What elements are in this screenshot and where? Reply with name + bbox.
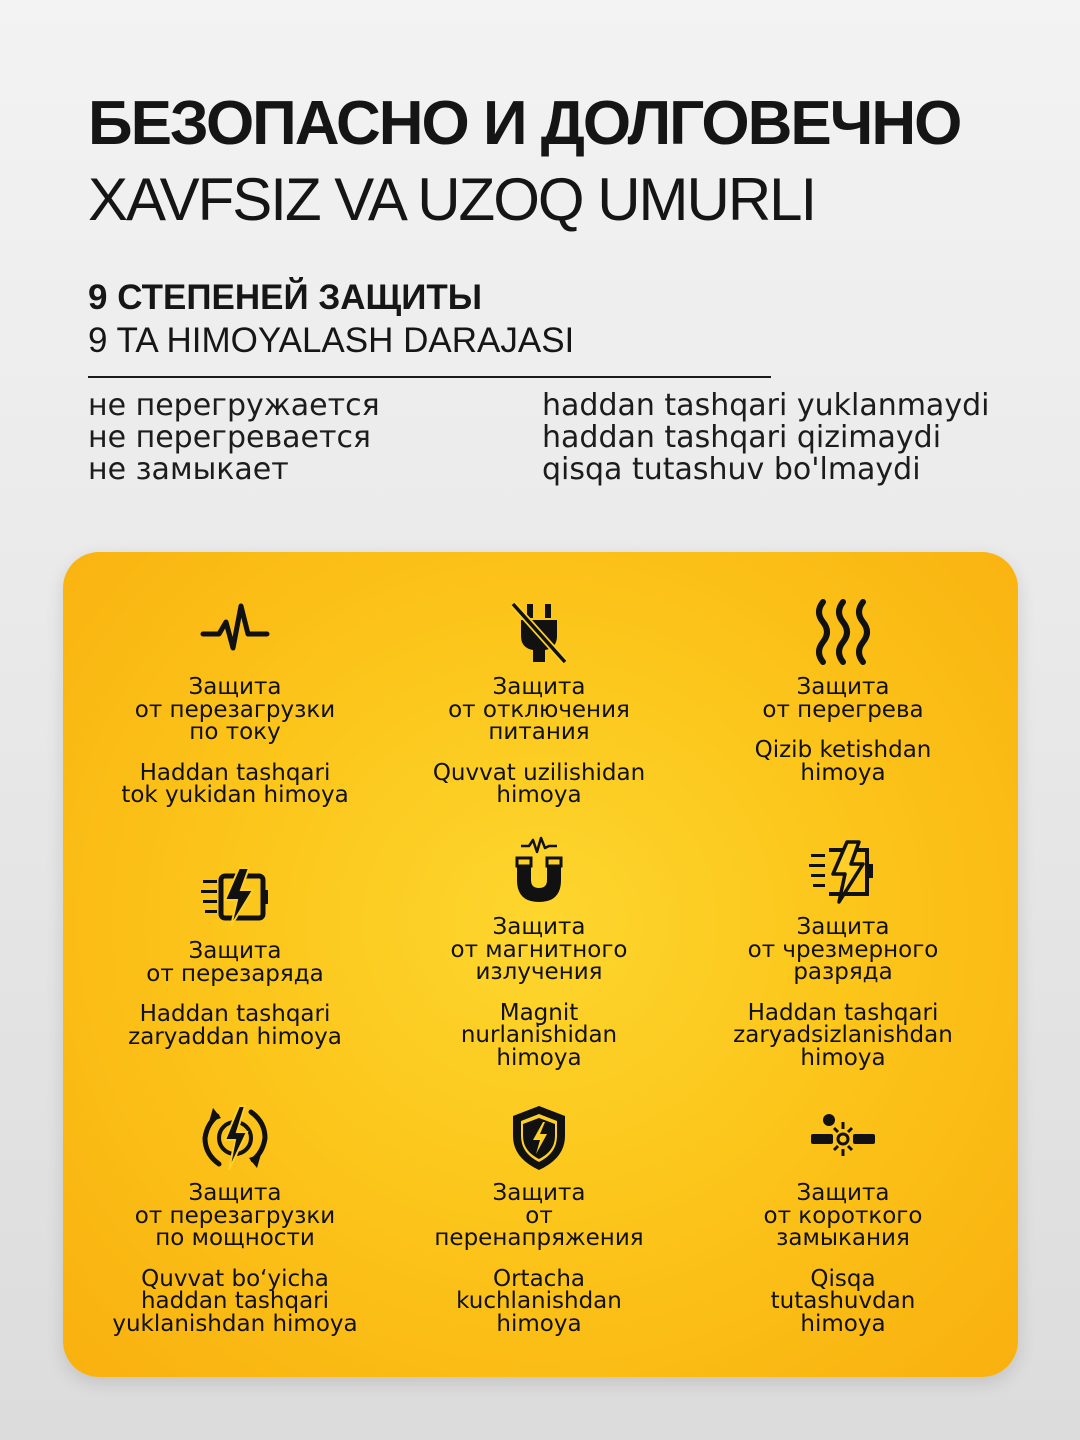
shield-bolt-icon <box>503 1102 575 1174</box>
features-ru <box>88 390 380 486</box>
protection-title-ru: Защита от перезагрузки по току <box>134 674 336 745</box>
protection-title-ru: Защита от перегрева <box>762 674 924 723</box>
feature-item: не перегревается <box>88 420 371 455</box>
feature-item: haddan tashqari qizimaydi <box>542 420 942 455</box>
protection-title-uz: Ortacha kuchlanishdan himoya <box>456 1265 622 1337</box>
overcharge-battery-icon <box>199 860 271 932</box>
protections-panel <box>63 552 1018 1377</box>
features-uz <box>542 390 989 486</box>
unplugged-icon <box>503 596 575 668</box>
protection-title-uz: Qizib ketishdan himoya <box>754 737 932 786</box>
heat-icon <box>807 596 879 668</box>
protection-count-heading-uz: 9 TA HIMOYALASH DARAJASI <box>88 321 575 360</box>
protection-title-uz: Magnit nurlanishidan himoya <box>460 999 618 1071</box>
feature-item: не перегружается <box>88 388 380 423</box>
protection-card <box>85 596 385 807</box>
protection-title-ru: Защита от отключения питания <box>448 674 630 745</box>
divider <box>88 376 771 378</box>
protection-title-uz: Quvvat uzilishidan himoya <box>432 759 646 808</box>
protection-card <box>389 1102 689 1335</box>
protection-card <box>85 860 385 1048</box>
protection-card <box>693 836 993 1069</box>
protection-card <box>389 596 689 807</box>
protection-title-uz: Haddan tashqari zaryadsizlanishdan himoya <box>733 999 953 1071</box>
protection-card <box>693 596 993 784</box>
power-cycle-icon <box>199 1102 271 1174</box>
protection-title-ru: Защита от магнитного излучения <box>450 914 628 985</box>
feature-item: qisqa tutashuv bo'lmaydi <box>542 452 921 487</box>
over-discharge-icon <box>807 836 879 908</box>
protection-title-uz: Haddan tashqari tok yukidan himoya <box>121 759 349 808</box>
protection-title-ru: Защита от перенапряжения <box>434 1180 644 1251</box>
protection-count-heading: 9 СТЕПЕНЕЙ ЗАЩИТЫ <box>88 278 482 317</box>
pulse-icon <box>199 596 271 668</box>
page-title-uz: XAVFSIZ VA UZOQ UMURLI <box>88 166 816 233</box>
protection-title-ru: Защита от чрезмерного разряда <box>747 914 939 985</box>
protection-card <box>389 836 689 1069</box>
feature-item: haddan tashqari yuklanmaydi <box>542 388 990 423</box>
page-title: БЕЗОПАСНО И ДОЛГОВЕЧНО <box>88 89 961 158</box>
short-circuit-icon <box>807 1102 879 1174</box>
protection-title-ru: Защита от перезагрузки по мощности <box>134 1180 336 1251</box>
protection-title-ru: Защита от перезаряда <box>146 938 324 987</box>
protection-card <box>693 1102 993 1335</box>
magnet-icon <box>503 836 575 908</box>
feature-item: не замыкает <box>88 452 289 487</box>
protection-title-uz: Qisqa tutashuvdan himoya <box>770 1265 916 1337</box>
protection-title-ru: Защита от короткого замыкания <box>763 1180 923 1251</box>
protection-title-uz: Quvvat bo‘yicha haddan tashqari yuklanishdan himoya <box>112 1265 358 1337</box>
protection-title-uz: Haddan tashqari zaryaddan himoya <box>128 1001 342 1050</box>
protection-card <box>85 1102 385 1335</box>
